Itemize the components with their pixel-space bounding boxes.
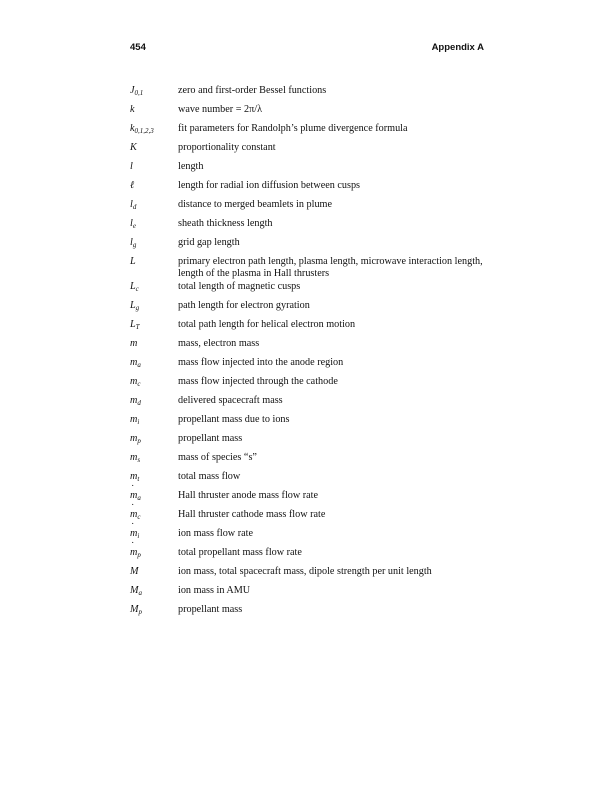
symbol xyxy=(130,507,178,526)
symbol-description: fit parameters for Randolph’s plume divergence formula xyxy=(178,123,408,134)
symbol-subscript: 0,1 xyxy=(134,89,144,97)
symbol-entry xyxy=(130,602,490,621)
symbol-entry xyxy=(130,450,490,469)
symbol-subscript: s xyxy=(137,456,141,464)
symbol xyxy=(130,298,178,317)
symbol-base: l xyxy=(130,218,133,229)
symbol-base: ℓ xyxy=(130,180,135,191)
symbol-entry xyxy=(130,235,490,254)
symbol xyxy=(130,374,178,393)
symbol-subscript: c xyxy=(137,513,141,521)
symbol-base: ˙ m xyxy=(130,490,137,501)
symbol-entry xyxy=(130,102,490,121)
symbol-subscript: g xyxy=(135,304,140,312)
symbol xyxy=(130,412,178,431)
symbol xyxy=(130,140,178,159)
symbol-entry xyxy=(130,355,490,374)
symbol-subscript: g xyxy=(132,241,137,249)
symbol-base: m xyxy=(130,376,138,387)
symbol-base: M xyxy=(130,604,139,615)
symbol-base: M xyxy=(130,566,139,577)
symbol xyxy=(130,178,178,197)
symbol-entry xyxy=(130,507,490,526)
symbol-description: total propellant mass flow rate xyxy=(178,547,302,558)
symbol-description: total length of magnetic cusps xyxy=(178,281,301,292)
symbol-entry xyxy=(130,374,490,393)
symbol xyxy=(130,336,178,355)
symbol-description: zero and first-order Bessel functions xyxy=(178,85,327,96)
symbol-entry xyxy=(130,336,490,355)
symbol-entry xyxy=(130,254,490,279)
symbol-entry xyxy=(130,431,490,450)
symbol-base: m xyxy=(130,433,138,444)
symbol-base: m xyxy=(130,452,138,463)
symbol-entry xyxy=(130,469,490,488)
symbol-base: m xyxy=(130,395,138,406)
symbol-description: total path length for helical electron motion xyxy=(178,319,356,330)
symbol-subscript: i xyxy=(137,418,140,426)
symbol-base: ˙ m xyxy=(130,528,137,539)
symbol-description: ion mass in AMU xyxy=(178,585,251,596)
symbol-subscript: c xyxy=(135,285,139,293)
symbol-base: L xyxy=(130,256,136,267)
symbol-description: Hall thruster anode mass flow rate xyxy=(178,490,319,501)
symbol-entry xyxy=(130,317,490,336)
symbol-entry xyxy=(130,298,490,317)
symbol-subscript: 0,1,2,3 xyxy=(134,127,154,135)
symbol-base: J xyxy=(130,85,135,96)
symbol-subscript: T xyxy=(135,323,140,331)
symbol-subscript: d xyxy=(132,203,137,211)
symbol-base: L xyxy=(130,319,136,330)
symbol xyxy=(130,393,178,412)
symbol-entry xyxy=(130,412,490,431)
symbol-description: wave number = 2π/λ xyxy=(178,104,263,115)
symbol-description: length xyxy=(178,161,204,172)
symbol-description: delivered spacecraft mass xyxy=(178,395,283,406)
symbol xyxy=(130,583,178,602)
symbol-entry xyxy=(130,159,490,178)
symbol-base: M xyxy=(130,585,139,596)
symbol-subscript: t xyxy=(137,475,140,483)
symbol-subscript: i xyxy=(137,532,140,540)
symbol-description: proportionality constant xyxy=(178,142,276,153)
symbol xyxy=(130,159,178,178)
symbol-entry xyxy=(130,545,490,564)
symbol xyxy=(130,216,178,235)
symbol-base: k xyxy=(130,104,135,115)
symbol-base: k xyxy=(130,123,135,134)
symbol-entry xyxy=(130,216,490,235)
symbol xyxy=(130,450,178,469)
symbol xyxy=(130,355,178,374)
symbol-subscript: a xyxy=(137,361,141,369)
symbol-subscript: a xyxy=(137,494,141,502)
symbol-base: K xyxy=(130,142,137,153)
symbol-description: propellant mass xyxy=(178,433,243,444)
symbol-entry xyxy=(130,583,490,602)
symbol-base: l xyxy=(130,199,133,210)
symbol-subscript: e xyxy=(132,222,136,230)
symbol-subscript: c xyxy=(137,380,141,388)
symbol-subscript: p xyxy=(138,608,142,616)
symbol xyxy=(130,317,178,336)
symbol-description: path length for electron gyration xyxy=(178,300,310,311)
symbol-base: m xyxy=(130,414,138,425)
symbol xyxy=(130,488,178,507)
running-header: Appendix A xyxy=(431,42,484,53)
symbol-entry xyxy=(130,83,490,102)
symbol-description: propellant mass due to ions xyxy=(178,414,290,425)
symbol xyxy=(130,121,178,140)
symbol-description: ion mass, total spacecraft mass, dipole strength per unit length xyxy=(178,566,432,577)
symbol-subscript: p xyxy=(137,437,141,445)
symbol xyxy=(130,279,178,298)
symbol-entry xyxy=(130,121,490,140)
symbol xyxy=(130,602,178,621)
symbol-subscript: p xyxy=(137,551,141,559)
symbol-base: ˙ m xyxy=(130,509,137,520)
symbol-description: mass, electron mass xyxy=(178,338,260,349)
symbol xyxy=(130,83,178,102)
symbol-entry xyxy=(130,488,490,507)
symbol xyxy=(130,197,178,216)
symbol-base: m xyxy=(130,357,138,368)
symbol-base: l xyxy=(130,237,133,248)
symbol-entry xyxy=(130,279,490,298)
symbol-list xyxy=(130,83,490,621)
symbol xyxy=(130,469,178,488)
symbol-description: mass of species “s” xyxy=(178,452,257,463)
symbol-description: sheath thickness length xyxy=(178,218,273,229)
symbol-entry xyxy=(130,140,490,159)
symbol-entry xyxy=(130,526,490,545)
symbol-description: ion mass flow rate xyxy=(178,528,253,539)
symbol-description: mass flow injected through the cathode xyxy=(178,376,338,387)
symbol-description: distance to merged beamlets in plume xyxy=(178,199,332,210)
symbol-base: ˙ m xyxy=(130,547,137,558)
symbol xyxy=(130,564,178,583)
symbol-subscript: d xyxy=(137,399,141,407)
symbol-description: grid gap length xyxy=(178,237,240,248)
symbol-description: propellant mass xyxy=(178,604,243,615)
symbol-entry xyxy=(130,197,490,216)
symbol xyxy=(130,545,178,564)
symbol-description: total mass flow xyxy=(178,471,241,482)
symbol-base: l xyxy=(130,161,133,172)
symbol-description: mass flow injected into the anode region xyxy=(178,357,344,368)
page-number: 454 xyxy=(130,42,146,53)
symbol-base: m xyxy=(130,471,138,482)
symbol-subscript: a xyxy=(138,589,142,597)
symbol-entry xyxy=(130,393,490,412)
symbol xyxy=(130,254,178,279)
symbol-base: L xyxy=(130,300,136,311)
symbol xyxy=(130,526,178,545)
symbol xyxy=(130,102,178,121)
symbol-entry xyxy=(130,178,490,197)
symbol xyxy=(130,431,178,450)
symbol-description: primary electron path length, plasma length, microwave interaction length, length of the plasma in Hall thrusters xyxy=(178,256,483,279)
symbol-entry xyxy=(130,564,490,583)
symbol-description: length for radial ion diffusion between cusps xyxy=(178,180,361,191)
symbol-base: L xyxy=(130,281,136,292)
symbol-description: Hall thruster cathode mass flow rate xyxy=(178,509,326,520)
symbol-base: m xyxy=(130,338,138,349)
symbol xyxy=(130,235,178,254)
